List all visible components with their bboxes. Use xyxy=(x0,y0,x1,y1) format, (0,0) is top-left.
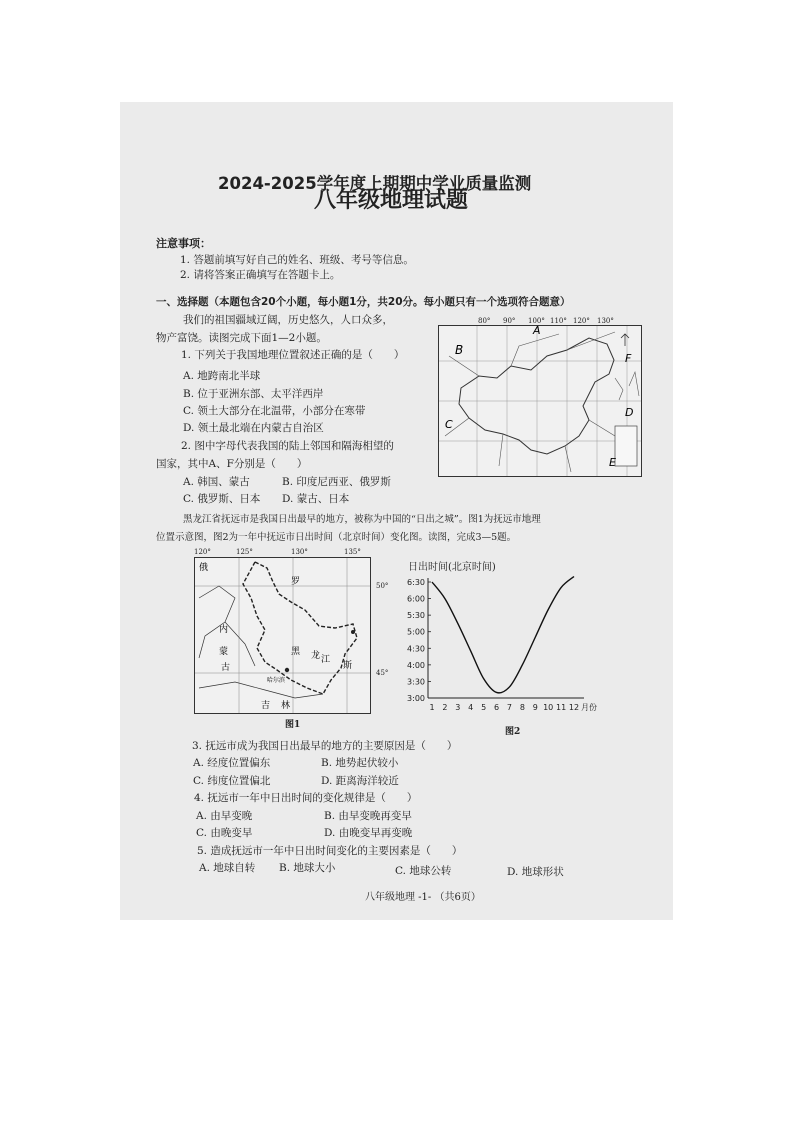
y-tick-label: 6:30 xyxy=(407,578,425,587)
exam-title: 2024-2025学年度上期期中学业质量监测 xyxy=(218,174,532,193)
map-letter: A xyxy=(533,326,541,337)
map-longitude: 120° xyxy=(573,317,590,325)
map-longitude: 130° xyxy=(291,548,308,556)
figure-caption: 图2 xyxy=(505,727,521,737)
page-footer: 八年级地理 -1- （共6页） xyxy=(365,892,481,903)
y-tick-label: 4:30 xyxy=(407,644,425,654)
option: D. 由晚变早再变晚 xyxy=(324,827,413,839)
china-map-drawing xyxy=(439,326,641,476)
map-label: 内 xyxy=(219,625,229,635)
harbin-marker xyxy=(285,668,289,672)
chart-title: 日出时间(北京时间) xyxy=(408,562,496,573)
option: A. 地跨南北半球 xyxy=(183,370,261,382)
option: D. 距离海洋较近 xyxy=(321,775,399,787)
option: A. 地球自转 xyxy=(199,862,256,874)
map-letter: F xyxy=(625,352,632,365)
china-map xyxy=(438,325,642,477)
exam-subtitle: 八年级地理试题 xyxy=(314,187,469,213)
figure-caption: 图1 xyxy=(285,720,301,730)
x-tick-label: 5 xyxy=(481,703,487,712)
map-label: 哈尔滨 xyxy=(267,677,286,684)
province-borders xyxy=(199,586,323,698)
y-tick-label: 4:00 xyxy=(407,660,425,670)
sunrise-chart xyxy=(398,572,608,722)
question-5-stem: 5. 造成抚远市一年中日出时间变化的主要因素是（ ） xyxy=(197,845,463,857)
x-unit-label: 月份 xyxy=(581,703,597,712)
china-outline xyxy=(459,338,614,454)
notice-heading: 注意事项： xyxy=(156,237,211,250)
question-1-stem: 1. 下列关于我国地理位置叙述正确的是（ ） xyxy=(181,349,405,361)
map-graticule xyxy=(195,558,370,713)
y-tick-label: 3:00 xyxy=(407,694,425,703)
x-tick-label: 10 xyxy=(543,703,554,712)
map-letter: D xyxy=(625,406,634,419)
map-label: 古 xyxy=(221,663,231,673)
x-tick-label: 9 xyxy=(532,703,538,712)
map-label: 黑 xyxy=(291,647,301,657)
y-tick-label: 6:00 xyxy=(407,594,425,604)
option: D. 蒙古、日本 xyxy=(282,493,350,505)
option: B. 印度尼西亚、俄罗斯 xyxy=(282,476,391,488)
option: C. 俄罗斯、日本 xyxy=(183,493,261,505)
option: D. 地球形状 xyxy=(507,866,564,878)
x-tick-label: 3 xyxy=(455,703,461,712)
y-tick-label: 5:00 xyxy=(407,627,425,637)
option: C. 纬度位置偏北 xyxy=(193,775,271,787)
option: B. 位于亚洲东部、太平洋西岸 xyxy=(183,388,324,400)
x-tick-label: 8 xyxy=(519,703,525,712)
map-longitude: 80° xyxy=(478,317,491,325)
option: B. 地势起伏较小 xyxy=(321,757,399,769)
map-latitude: 50° xyxy=(376,582,389,590)
map-letter: E xyxy=(609,456,616,469)
option: C. 地球公转 xyxy=(395,865,452,877)
map-longitude: 110° xyxy=(550,317,567,325)
option: B. 地球大小 xyxy=(279,862,336,874)
x-tick-label: 12 xyxy=(568,703,580,712)
map-latitude: 45° xyxy=(376,669,389,677)
map-label: 罗 xyxy=(291,577,301,587)
intro-text: 黑龙江省抚远市是我国日出最早的地方，被称为中国的“日出之城”。图1为抚远市地理 xyxy=(183,514,541,525)
question-2-stem: 2. 图中字母代表我国的陆上邻国和隔海相望的 xyxy=(181,440,394,452)
map-longitude: 100° xyxy=(528,317,545,325)
intro-text: 物产富饶。读图完成下面1—2小题。 xyxy=(156,332,327,344)
notice-item: 1. 答题前填写好自己的姓名、班级、考号等信息。 xyxy=(180,254,414,266)
x-tick-label: 6 xyxy=(493,703,500,712)
x-tick-label: 7 xyxy=(506,703,513,712)
map-label: 吉 xyxy=(261,701,271,711)
map-longitude: 135° xyxy=(344,548,361,556)
map-label: 龙 xyxy=(311,651,321,661)
question-4-stem: 4. 抚远市一年中日出时间的变化规律是（ ） xyxy=(194,792,418,804)
fuyuan-marker xyxy=(351,630,355,634)
option: C. 领土大部分在北温带，小部分在寒带 xyxy=(183,405,366,417)
x-tick-label: 4 xyxy=(468,703,474,712)
x-tick-label: 2 xyxy=(442,703,448,712)
option: C. 由晚变早 xyxy=(196,827,253,839)
map-label: 俄 xyxy=(199,563,209,573)
option: A. 韩国、蒙古 xyxy=(183,476,250,488)
x-tick-label: 11 xyxy=(555,703,567,712)
notice-item: 2. 请将答案正确填写在答题卡上。 xyxy=(180,269,341,281)
south-sea-inset xyxy=(615,426,637,466)
option: B. 由早变晚再变早 xyxy=(324,810,412,822)
question-2-stem: 国家，其中A、F分别是（ ） xyxy=(156,458,308,470)
map-longitude: 120° xyxy=(194,548,211,556)
y-tick-label: 5:30 xyxy=(407,611,425,621)
map-longitude: 130° xyxy=(597,317,614,325)
y-tick-label: 3:30 xyxy=(407,677,425,687)
neighbor-borders xyxy=(445,332,615,472)
map-letter: B xyxy=(455,343,464,357)
map-longitude: 125° xyxy=(236,548,253,556)
map-label: 林 xyxy=(281,701,291,711)
map-longitude: 90° xyxy=(503,317,516,325)
option: D. 领土最北端在内蒙古自治区 xyxy=(183,422,324,434)
fuyuan-map-drawing xyxy=(195,558,370,713)
intro-text: 我们的祖国疆域辽阔，历史悠久，人口众多， xyxy=(183,314,393,326)
north-arrow-icon xyxy=(621,334,629,346)
sunrise-line xyxy=(432,576,574,692)
fuyuan-map xyxy=(194,557,371,714)
x-tick-label: 1 xyxy=(429,703,435,712)
option: A. 经度位置偏东 xyxy=(193,757,271,769)
map-label: 江 xyxy=(321,655,331,665)
option: A. 由早变晚 xyxy=(196,810,253,822)
map-label: 蒙 xyxy=(219,647,229,657)
map-label: 斯 xyxy=(343,661,353,671)
map-graticule xyxy=(439,326,641,476)
question-3-stem: 3. 抚远市成为我国日出最早的地方的主要原因是（ ） xyxy=(192,740,458,752)
section-title: 一、选择题（本题包含20个小题，每小题1分，共20分。每小题只有一个选项符合题意） xyxy=(156,296,571,308)
map-letter: C xyxy=(445,418,453,431)
intro-text: 位置示意图，图2为一年中抚远市日出时间（北京时间）变化图。读图，完成3—5题。 xyxy=(156,532,517,543)
